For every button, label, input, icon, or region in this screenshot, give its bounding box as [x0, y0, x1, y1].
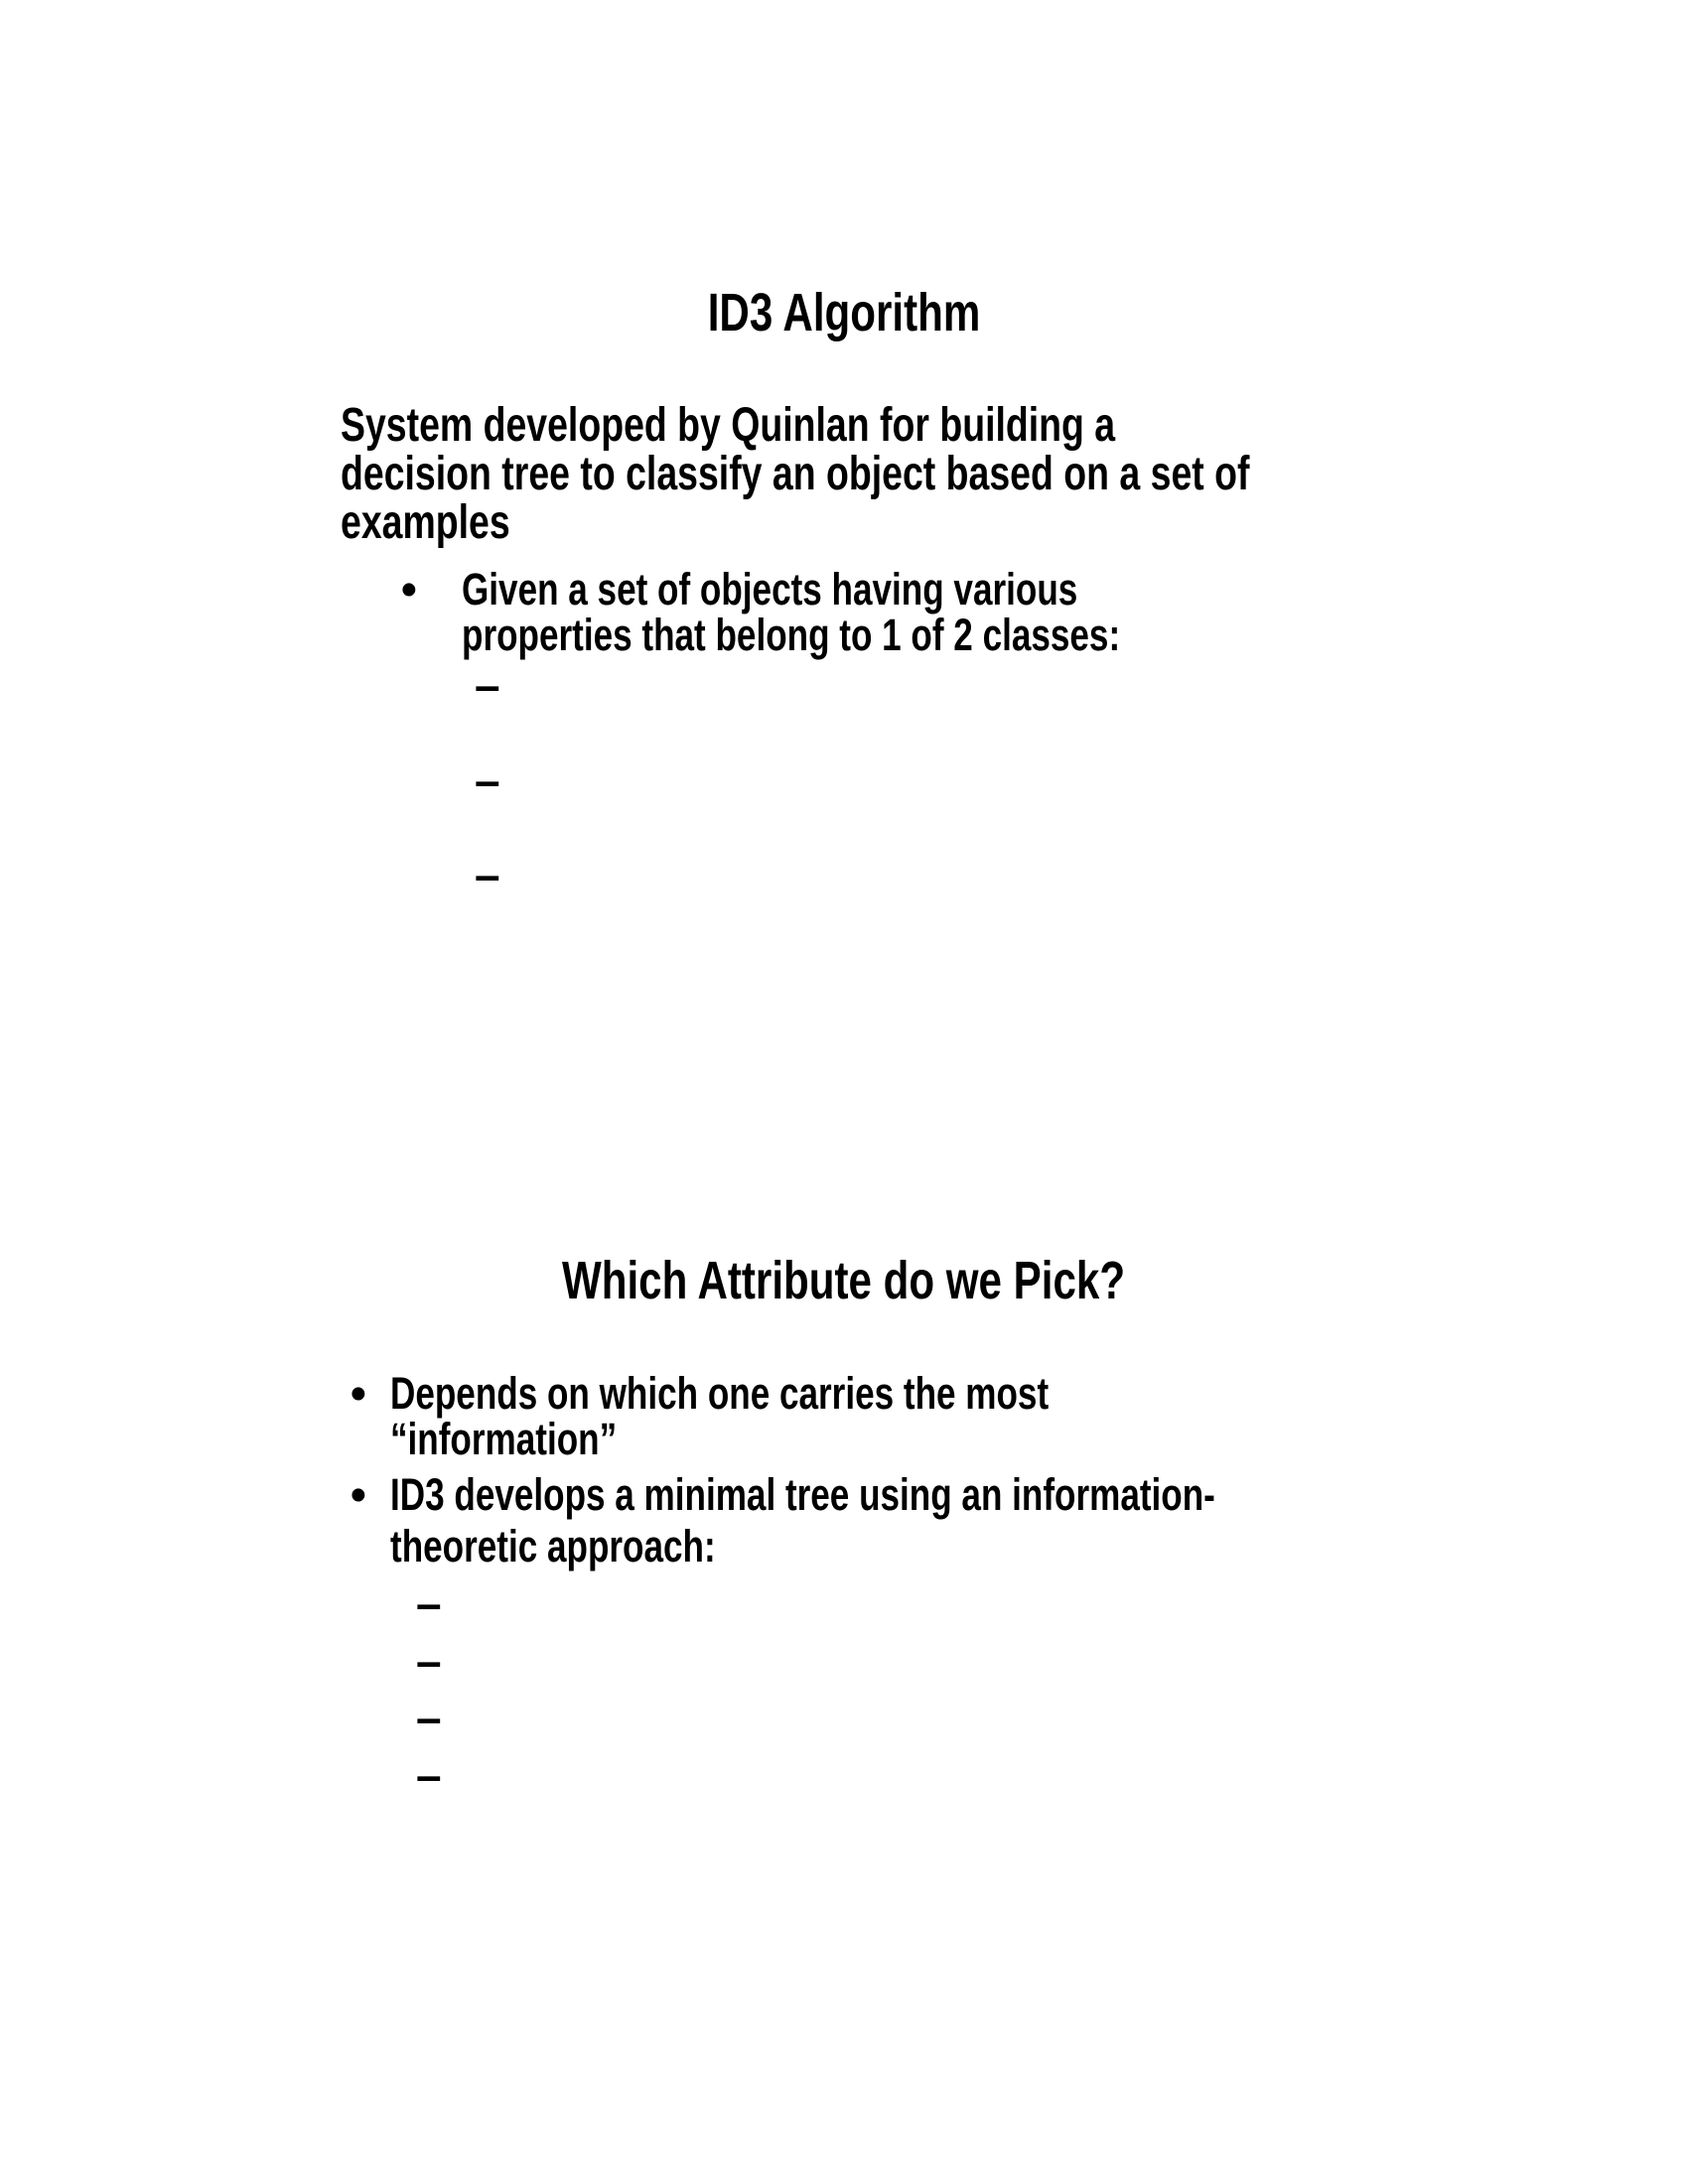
- dash-bullet: –: [416, 1577, 442, 1629]
- dash-bullet: –: [475, 849, 500, 900]
- slide-1-title: [0, 285, 1688, 341]
- slide-1-bullet-item: [462, 564, 1306, 660]
- paragraph-line: System developed by Quinlan for building a: [341, 399, 1116, 452]
- bullet-line: ID3 develops a minimal tree using an information-: [390, 1469, 1215, 1520]
- page-title: Which Attribute do we Pick?: [562, 1251, 1126, 1310]
- slide-1-paragraph: [341, 401, 1506, 547]
- slide-2-bullet-item: [390, 1368, 1234, 1464]
- dash-bullet: –: [416, 1635, 442, 1687]
- dash-bullet: –: [475, 659, 500, 711]
- dash-bullet: –: [416, 1692, 442, 1743]
- paragraph-line: examples: [341, 496, 510, 549]
- bullet-line: “information”: [390, 1414, 618, 1464]
- page-title: ID3 Algorithm: [707, 283, 981, 342]
- dash-bullet: –: [475, 754, 500, 806]
- bullet-dot: •: [351, 1368, 366, 1419]
- dash-bullet: –: [416, 1749, 442, 1801]
- bullet-line: properties that belong to 1 of 2 classes:: [462, 610, 1121, 660]
- bullet-line: theoretic approach:: [390, 1521, 716, 1571]
- bullet-dot: •: [351, 1469, 366, 1520]
- bullet-line: Given a set of objects having various: [462, 564, 1078, 614]
- paragraph-line: decision tree to classify an object based on a set of: [341, 448, 1250, 500]
- slide-2-title: [0, 1253, 1688, 1308]
- bullet-dot: •: [401, 564, 417, 614]
- slide-2-bullet-item: [390, 1469, 1448, 1572]
- bullet-line: Depends on which one carries the most: [390, 1368, 1050, 1419]
